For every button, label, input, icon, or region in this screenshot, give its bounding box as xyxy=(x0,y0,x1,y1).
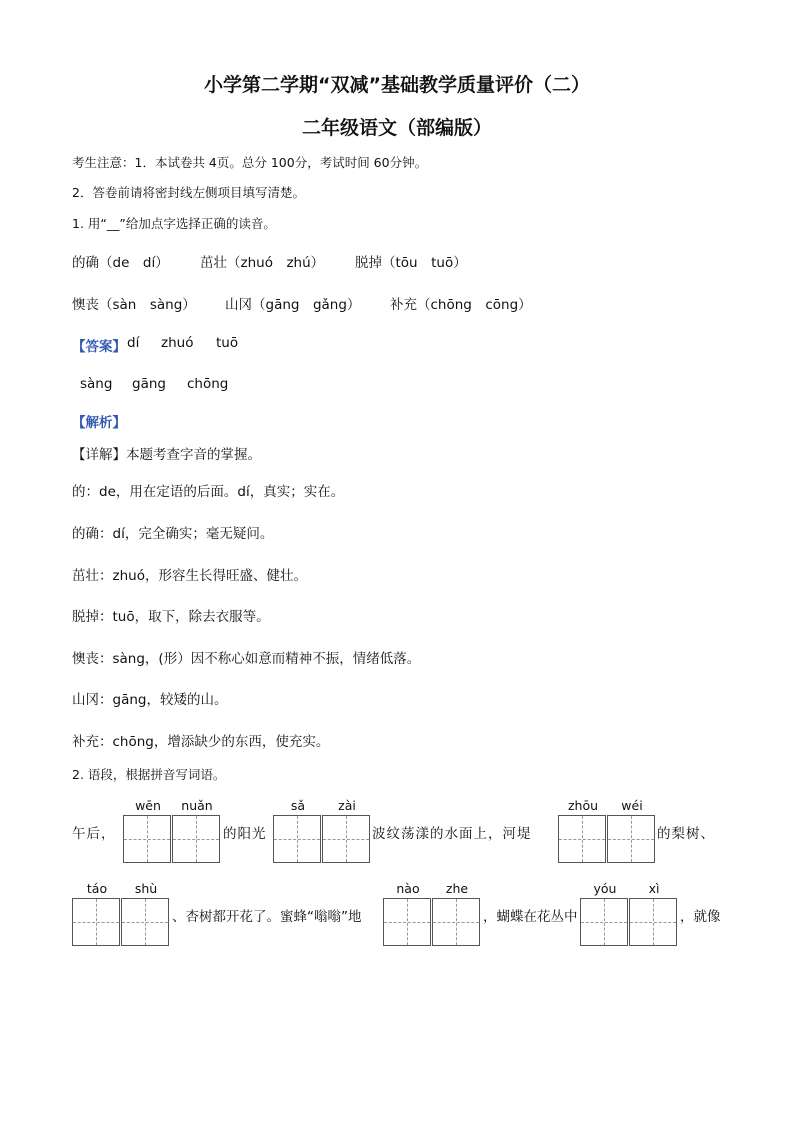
explanation-line: 的：de，用在定语的后面。dí，真实；实在。 xyxy=(72,484,345,500)
answer-value: gāng xyxy=(132,376,166,392)
writing-cell[interactable] xyxy=(72,898,120,946)
explanation-line: 懊丧：sàng，(形）因不称心如意而精神不振，情绪低落。 xyxy=(72,651,421,667)
writing-cell[interactable] xyxy=(558,815,606,863)
answer-value: tuō xyxy=(216,335,239,351)
explanation-line: 茁壮：zhuó，形容生长得旺盛、健壮。 xyxy=(72,568,307,584)
passage-text: 午后， xyxy=(72,826,116,842)
writing-cell[interactable] xyxy=(123,815,171,863)
explanation-line: 脱掉：tuō，取下，除去衣服等。 xyxy=(72,609,270,625)
page-title: 小学第二学期“双减”基础教学质量评价（二） xyxy=(204,74,590,96)
analysis-tag: 【解析】 xyxy=(72,415,126,431)
answer-tag: 【答案】 xyxy=(72,339,126,355)
answer-grid[interactable] xyxy=(123,815,222,865)
answer-grid[interactable] xyxy=(273,815,372,865)
pinyin-label: zhe xyxy=(445,881,469,896)
question-2-stem: 2. 语段，根据拼音写词语。 xyxy=(72,767,226,782)
exam-note-2: 2．答卷前请将密封线左侧项目填写清楚。 xyxy=(72,185,305,200)
pinyin-label: xì xyxy=(648,881,660,896)
writing-cell[interactable] xyxy=(432,898,480,946)
pinyin-label: zhōu xyxy=(567,798,599,813)
detail-text: 【详解】本题考查字音的掌握。 xyxy=(72,447,261,463)
pinyin-label: sǎ xyxy=(290,798,306,813)
q1-option: 脱掉（tōu tuō） xyxy=(355,255,467,271)
passage-text: 、杏树都开花了。蜜蜂“嗡嗡”地 xyxy=(172,909,362,925)
q1-option: 懊丧（sàn sàng） xyxy=(72,297,196,313)
q1-option: 山冈（gāng gǎng） xyxy=(225,297,361,313)
pinyin-label: táo xyxy=(86,881,108,896)
pinyin-label: shù xyxy=(134,881,158,896)
passage-text: 的阳光 xyxy=(223,826,267,842)
passage-text: ，蝴蝶在花丛中 xyxy=(483,909,578,925)
exam-note-1: 考生注意：1．本试卷共 4页。总分 100分，考试时间 60分钟。 xyxy=(72,155,428,170)
answer-value: dí xyxy=(127,335,140,351)
pinyin-label: nào xyxy=(396,881,420,896)
explanation-line: 山冈：gāng，较矮的山。 xyxy=(72,692,228,708)
writing-cell[interactable] xyxy=(629,898,677,946)
answer-value: zhuó xyxy=(161,335,194,351)
page-subtitle: 二年级语文（部编版） xyxy=(301,117,492,139)
q1-option: 的确（de dí） xyxy=(72,255,169,271)
writing-cell[interactable] xyxy=(580,898,628,946)
pinyin-label: yóu xyxy=(593,881,617,896)
pinyin-label: wéi xyxy=(621,798,643,813)
pinyin-label: zài xyxy=(338,798,356,813)
writing-cell[interactable] xyxy=(121,898,169,946)
answer-value: sàng xyxy=(80,376,113,392)
question-1-stem: 1. 用“__”给加点字选择正确的读音。 xyxy=(72,216,276,231)
pinyin-label: nuǎn xyxy=(181,798,213,813)
explanation-line: 的确：dí，完全确实；毫无疑问。 xyxy=(72,526,274,542)
passage-text: 波纹荡漾的水面上，河堤 xyxy=(372,826,532,842)
answer-grid[interactable] xyxy=(72,898,171,948)
writing-cell[interactable] xyxy=(273,815,321,863)
passage-text: 的梨树、 xyxy=(657,826,715,842)
writing-cell[interactable] xyxy=(172,815,220,863)
q1-option: 茁壮（zhuó zhú） xyxy=(200,255,325,271)
q1-option: 补充（chōng cōng） xyxy=(390,297,532,313)
answer-grid[interactable] xyxy=(558,815,657,865)
answer-grid[interactable] xyxy=(383,898,482,948)
pinyin-label: wēn xyxy=(135,798,161,813)
explanation-line: 补充：chōng，增添缺少的东西，使充实。 xyxy=(72,734,330,750)
writing-cell[interactable] xyxy=(607,815,655,863)
answer-grid[interactable] xyxy=(580,898,679,948)
passage-text: ，就像 xyxy=(680,909,721,925)
answer-value: chōng xyxy=(187,376,229,392)
writing-cell[interactable] xyxy=(322,815,370,863)
writing-cell[interactable] xyxy=(383,898,431,946)
